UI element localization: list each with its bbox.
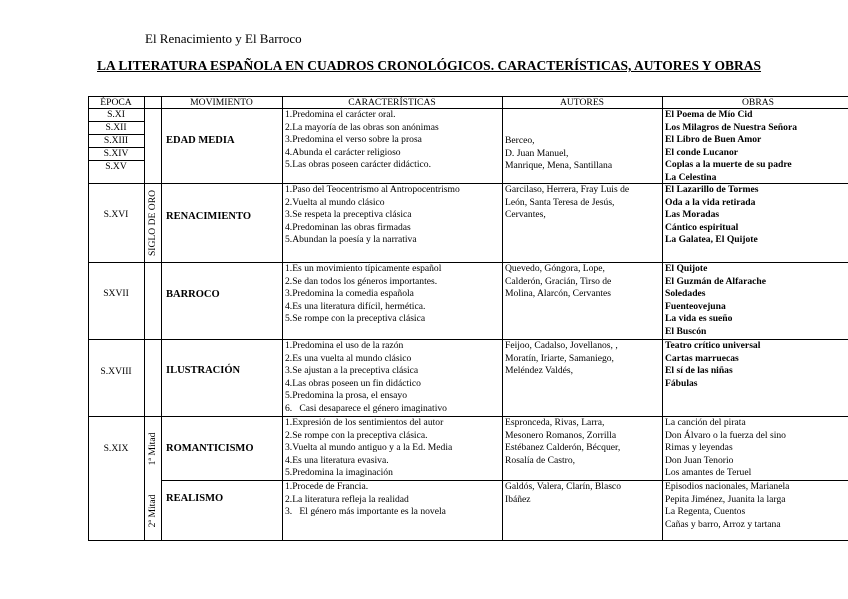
table-rule-vertical [662,96,663,541]
list-item: Pepita Jiménez, Juanita la larga [665,493,786,505]
list-item: 4.Predominan las obras firmadas [285,221,411,233]
list-item: Teatro crítico universal [665,340,761,351]
list-item: Coplas a la muerte de su padre [665,159,792,171]
header-autores: AUTORES [559,97,605,108]
list-item: D. Juan Manuel, [505,147,569,159]
list-item: 1.Es un movimiento típicamente español [285,263,442,274]
list-item: Feijoo, Cadalso, Jovellanos, , [505,340,618,351]
list-item: Las Moradas [665,209,720,221]
list-item: 2.Se rompe con la preceptiva clásica. [285,429,428,441]
list-item: Fábulas [665,377,698,389]
list-item: Oda a la vida retirada [665,196,756,208]
list-item: La Galatea, El Quijote [665,234,758,246]
movimiento-label: ILUSTRACIÓN [166,365,241,376]
list-item: La canción del pirata [665,417,746,428]
list-item: 4.Es una literatura evasiva. [285,454,389,466]
epoca-label: S.XI [107,109,125,120]
obras-list [665,263,766,339]
list-item: Molina, Alarcón, Cervantes [505,288,612,300]
list-item: Don Álvaro o la fuerza del sino [665,429,786,441]
autores-list [505,481,621,506]
list-item: Manrique, Mena, Santillana [505,160,613,172]
list-item: Berceo, [505,135,535,146]
list-item: Cántico espiritual [665,221,739,233]
list-item: Los Milagros de Nuestra Señora [665,121,797,133]
header-caracteristicas: CARACTERÍSTICAS [348,97,436,108]
autores-list [505,340,618,378]
list-item: El Quijote [665,263,708,274]
list-item: Episodios nacionales, Marianela [665,481,790,492]
caracteristicas-list [285,340,447,416]
list-item: 1.Predomina el uso de la razón [285,340,404,351]
movimiento-label: BARROCO [166,289,220,300]
list-item: 5.Predomina la prosa, el ensayo [285,390,408,402]
primera-mitad-label: 1ª Mitad [146,432,158,465]
list-item: 1.Procede de Francia. [285,481,369,492]
obras-list [665,417,786,480]
movimiento-label: RENACIMIENTO [166,211,251,222]
obras-list [665,184,759,247]
list-item: Soledades [665,288,706,300]
list-item: 2.Es una vuelta al mundo clásico [285,352,412,364]
list-item: Mesonero Romanos, Zorrilla [505,429,617,441]
list-item: Cartas marruecas [665,352,739,364]
table-border-bottom [88,540,848,541]
list-item: 3. El género más importante es la novela [285,506,446,518]
list-item: Cañas y barro, Arroz y tartana [665,518,781,530]
list-item: 2.Vuelta al mundo clásico [285,196,385,208]
header-epoca: ÉPOCA [100,97,132,108]
obras-list [665,109,797,185]
list-item: 1.Expresión de los sentimientos del autor [285,417,444,428]
header-obras: OBRAS [742,97,774,108]
list-item: 5.Abundan la poesía y la narrativa [285,234,417,246]
epoca-label: S.XVI [103,209,129,220]
list-item: El sí de las niñas [665,365,733,377]
list-item: 1.Predomina el carácter oral. [285,109,396,120]
list-item: Quevedo, Góngora, Lope, [505,263,605,274]
list-item: El Poema de Mío Cid [665,109,753,120]
table-rule-vertical [282,96,283,541]
siglo-de-oro-label: SIGLO DE ORO [146,189,158,256]
caracteristicas-list [285,481,446,519]
epoca-label: S.XII [105,122,127,133]
list-item: Fuenteovejuna [665,300,726,312]
list-item: Cervantes, [505,209,546,221]
list-item: 5.Predomina la imaginación [285,467,393,479]
list-item: Rimas y leyendas [665,442,733,454]
epoca-label: S.XIX [103,443,129,454]
list-item: 5.Se rompe con la preceptiva clásica [285,313,426,325]
obras-list [665,340,760,390]
list-item: Don Juan Tenorio [665,454,734,466]
autores-list [505,184,629,222]
table-rule-vertical [502,96,503,541]
list-item: Espronceda, Rivas, Larra, [505,417,605,428]
list-item: La Celestina [665,171,717,183]
list-item: Galdós, Valera, Clarín, Blasco [505,481,621,492]
list-item: Rosalía de Castro, [505,454,576,466]
epoca-label: S.XIV [103,148,129,159]
caracteristicas-list [285,184,460,247]
list-item: 2.La mayoría de las obras son anónimas [285,121,439,133]
document-title: LA LITERATURA ESPAÑOLA EN CUADROS CRONOLÓGICOS. CARACTERÍSTICAS, AUTORES Y OBRAS [97,58,762,73]
list-item: 3.Predomina la comedia española [285,288,414,300]
list-item: 4.Abunda el carácter religioso [285,146,401,158]
table-rule-vertical [161,96,162,541]
list-item: El Lazarillo de Tormes [665,184,759,195]
document-header: El Renacimiento y El Barroco [145,31,302,46]
list-item: Moratín, Iriarte, Samaniego, [505,352,614,364]
list-item: La Regenta, Cuentos [665,506,746,518]
list-item: 6. Casi desaparece el género imaginativo [285,402,447,414]
list-item: Calderón, Gracián, Tirso de [505,275,612,287]
segunda-mitad-label: 2ª Mitad [146,494,158,527]
movimiento-label: ROMANTICISMO [166,443,254,454]
movimiento-label: REALISMO [166,493,224,504]
list-item: 4.Es una literatura difícil, hermética. [285,300,426,312]
list-item: Estébanez Calderón, Bécquer, [505,442,621,454]
list-item: León, Santa Teresa de Jesús, [505,196,615,208]
list-item: 5.Las obras poseen carácter didáctico. [285,159,431,171]
caracteristicas-list [285,417,452,480]
list-item: Los amantes de Teruel [665,467,752,479]
list-item: El Buscón [665,325,707,337]
list-item: 2.Se dan todos los géneros importantes. [285,275,438,287]
list-item: 2.La literatura refleja la realidad [285,493,409,505]
list-item: 3.Predomina el verso sobre la prosa [285,134,422,146]
autores-list [505,417,620,467]
list-item: 4.Las obras poseen un fin didáctico [285,377,421,389]
epoca-label: S.XV [105,161,127,172]
movimiento-label: EDAD MEDIA [166,135,235,146]
list-item: El Libro de Buen Amor [665,134,762,146]
list-item: El conde Lucanor [665,146,739,158]
list-item: El Guzmán de Alfarache [665,275,766,287]
list-item: 3.Se ajustan a la preceptiva clásica [285,365,419,377]
obras-list [665,481,789,531]
list-item: 1.Paso del Teocentrismo al Antropocentrismo [285,184,460,195]
epoca-label: S.XVIII [100,366,132,377]
list-item: Garcilaso, Herrera, Fray Luis de [505,184,630,195]
list-item: 3.Se respeta la preceptiva clásica [285,209,412,221]
list-item: 3.Vuelta al mundo antiguo y a la Ed. Media [285,442,453,454]
autores-list [505,135,612,173]
table-rule-vertical [144,96,145,541]
list-item: Ibáñez [505,493,531,505]
header-movimiento: MOVIMIENTO [190,97,253,108]
list-item: Meléndez Valdés, [505,365,574,377]
autores-list [505,263,611,301]
caracteristicas-list [285,263,441,326]
list-item: La vida es sueño [665,313,733,325]
caracteristicas-list [285,109,439,172]
epoca-label: SXVII [103,288,129,299]
epoca-label: S.XIII [103,135,129,146]
